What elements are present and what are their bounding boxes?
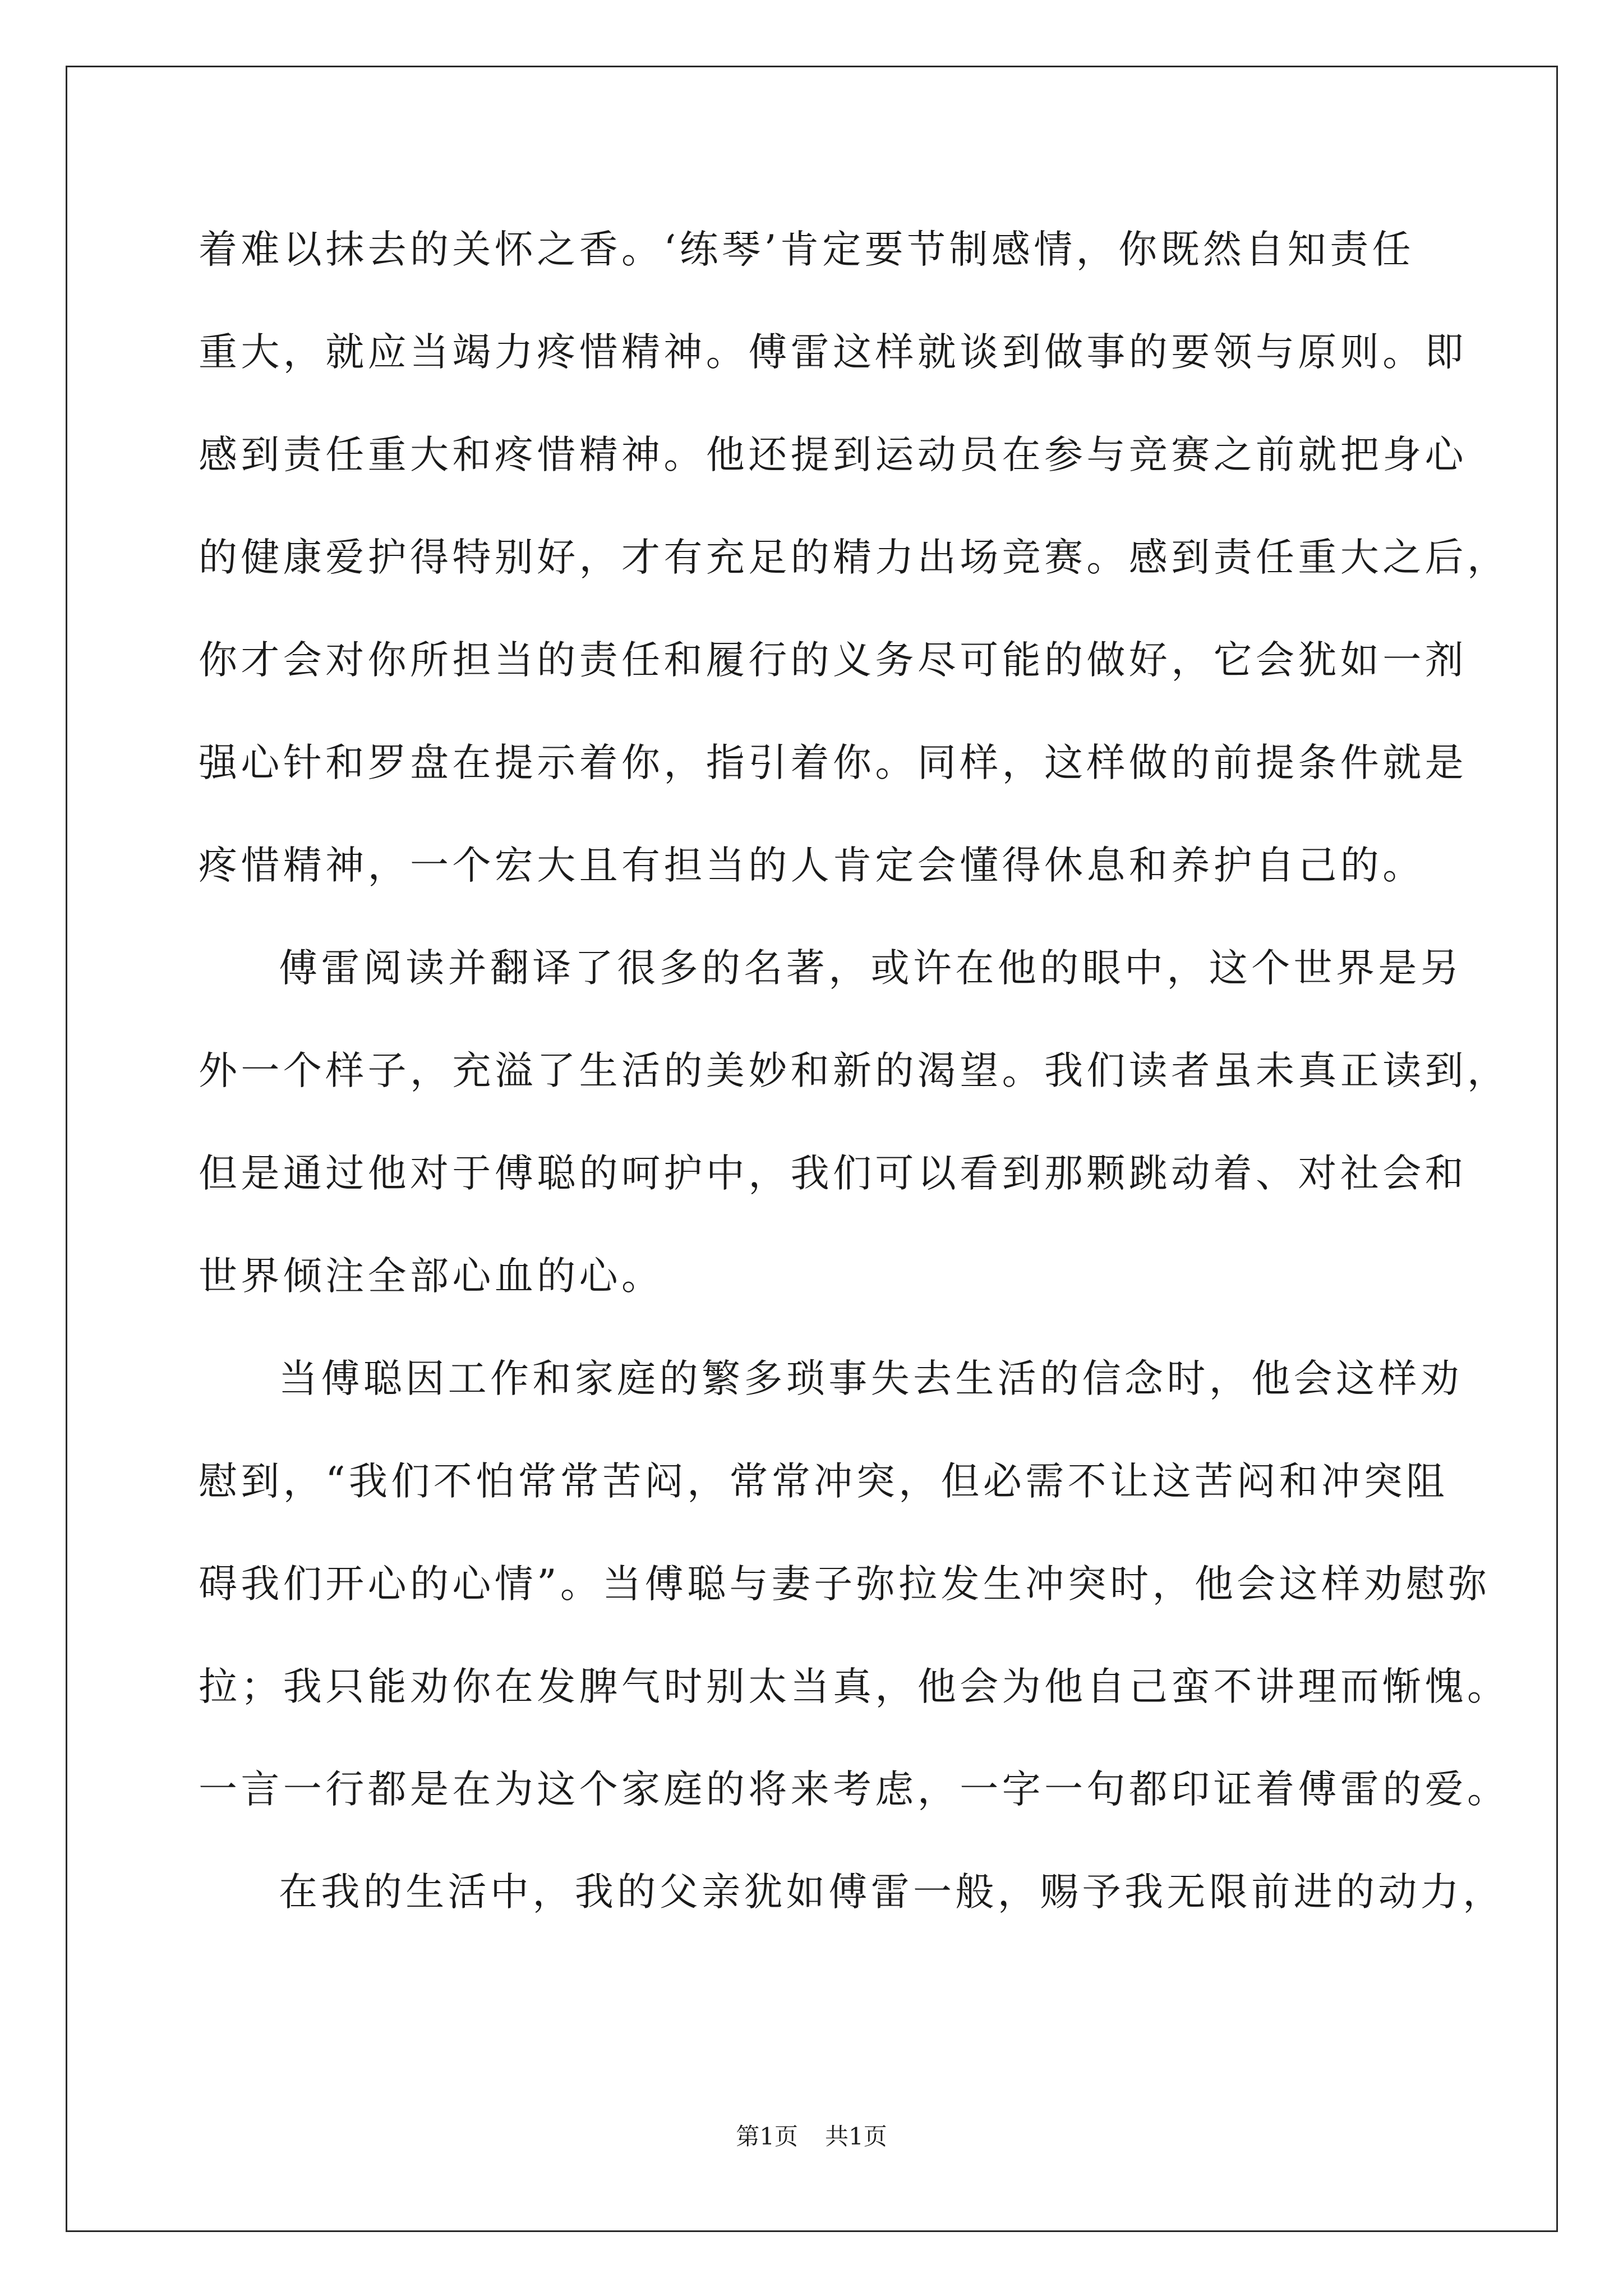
paragraph-first-line: 当傅聪因工作和家庭的繁多琐事失去生活的信念时，他会这样劝 [279,1356,1463,1401]
text-line: 疼惜精神，一个宏大且有担当的人肯定会懂得休息和养护自己的。 [199,843,1425,888]
text-line: 着难以抹去的关怀之香。‘练琴’肯定要节制感情，你既然自知责任 [199,227,1414,272]
text-line: 慰到，“我们不怕常常苦闷，常常冲突，但必需不让这苦闷和冲突阻 [199,1459,1449,1504]
text-line: 外一个样子，充溢了生活的美妙和新的渴望。我们读者虽未真正读到， [199,1048,1510,1093]
page-number-total: 共1页 [825,2123,887,2150]
text-line: 重大，就应当竭力疼惜精神。傅雷这样就谈到做事的要领与原则。即 [199,330,1467,375]
paragraph-first-line: 傅雷阅读并翻译了很多的名著，或许在他的眼中，这个世界是另 [279,946,1463,991]
text-line: 你才会对你所担当的责任和履行的义务尽可能的做好，它会犹如一剂 [199,638,1467,683]
text-line: 拉；我只能劝你在发脾气时别太当真，他会为他自己蛮不讲理而惭愧。 [199,1664,1510,1709]
text-line: 一言一行都是在为这个家庭的将来考虑，一字一句都印证着傅雷的爱。 [199,1767,1510,1812]
page-number-current: 第1页 [736,2123,798,2150]
text-line: 但是通过他对于傅聪的呵护中，我们可以看到那颗跳动着、对社会和 [199,1151,1467,1196]
text-line: 强心针和罗盘在提示着你，指引着你。同样，这样做的前提条件就是 [199,740,1467,785]
text-line: 世界倾注全部心血的心。 [199,1254,664,1299]
text-line: 感到责任重大和疼惜精神。他还提到运动员在参与竞赛之前就把身心 [199,432,1467,477]
paragraph-first-line: 在我的生活中，我的父亲犹如傅雷一般，赐予我无限前进的动力， [279,1870,1505,1915]
text-line: 的健康爱护得特别好，才有充足的精力出场竞赛。感到责任重大之后， [199,535,1510,580]
text-line: 碍我们开心的心情”。当傅聪与妻子弥拉发生冲突时，他会这样劝慰弥 [199,1562,1491,1607]
page-footer [0,2123,1623,2151]
